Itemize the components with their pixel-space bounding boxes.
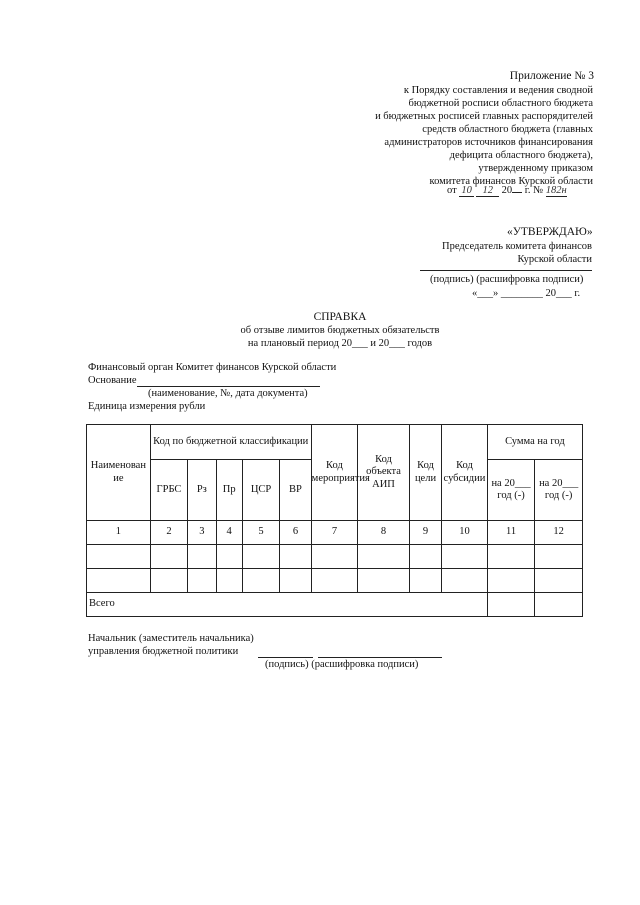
number-cell: 1 — [87, 521, 151, 545]
header-vr: ВР — [280, 460, 311, 521]
approval-signature-caption: (подпись) (расшифровка подписи) — [430, 274, 584, 285]
document-subtitle-2: на плановый период 20___ и 20___ годов — [247, 338, 433, 349]
basis-label: Основание — [88, 375, 137, 386]
limits-table — [86, 424, 583, 617]
table-row — [87, 545, 583, 569]
footer-name-line — [318, 657, 442, 658]
footer-caption: (подпись) (расшифровка подписи) — [265, 659, 419, 670]
header-aip-code: Код объекта АИП — [358, 425, 410, 521]
header-name: Наименован ие — [87, 425, 151, 521]
appendix-line: и бюджетных росписей главных распорядителей — [375, 111, 593, 122]
approval-date: «___» ________ 20___ г. — [472, 288, 581, 299]
appendix-line: бюджетной росписи областного бюджета — [408, 98, 593, 109]
approval-position-line1: Председатель комитета финансов — [442, 241, 592, 252]
number-cell: 9 — [409, 521, 441, 545]
number-cell: 6 — [280, 521, 311, 545]
appendix-line: к Порядку составления и ведения сводной — [403, 85, 593, 96]
footer-signature-line — [258, 657, 313, 658]
document-subtitle-1: об отзыве лимитов бюджетных обязательств — [240, 325, 440, 336]
number-cell: 7 — [311, 521, 358, 545]
header-subsidy-code: Код субсидии — [442, 425, 488, 521]
date-month: 12 — [476, 185, 499, 197]
appendix-text — [293, 84, 593, 188]
header-sum-year: Сумма на год — [487, 425, 582, 460]
appendix-line: администраторов источников финансирования — [384, 137, 593, 148]
financial-organ: Финансовый орган Комитет финансов Курской области — [88, 362, 337, 373]
date-prefix: от — [447, 185, 457, 196]
header-event-code: Код мероприятия — [311, 425, 358, 521]
number-row — [87, 521, 583, 545]
document-title: СПРАВКА — [313, 311, 367, 323]
unit-label: Единица измерения рубли — [88, 401, 206, 412]
date-number: 182н — [545, 185, 567, 196]
total-row — [87, 593, 583, 617]
number-cell: 8 — [358, 521, 410, 545]
header-goal-code: Код цели — [409, 425, 441, 521]
number-cell: 11 — [487, 521, 535, 545]
table-row — [87, 569, 583, 593]
number-cell: 10 — [442, 521, 488, 545]
number-cell: 3 — [188, 521, 216, 545]
number-cell: 2 — [150, 521, 187, 545]
header-year1: на 20___ год (-) — [487, 460, 535, 521]
approval-position-line2: Курской области — [517, 254, 592, 265]
appendix-line: средств областного бюджета (главных — [422, 124, 593, 135]
footer-line1: Начальник (заместитель начальника) — [88, 633, 254, 644]
date-day: 10 — [461, 185, 472, 196]
header-grbs: ГРБС — [150, 460, 187, 521]
header-rz: Рз — [188, 460, 216, 521]
appendix-title: Приложение № 3 — [509, 70, 594, 82]
appendix-line: утвержденному приказом — [478, 163, 593, 174]
date-year-prefix: 20 — [501, 185, 513, 196]
total-label: Всего — [87, 593, 488, 617]
basis-line — [137, 386, 320, 387]
appendix-date — [447, 185, 567, 196]
number-cell: 5 — [242, 521, 279, 545]
header-budget-code: Код по бюджетной классификации — [150, 425, 311, 460]
footer-line2: управления бюджетной политики — [88, 646, 239, 657]
footer-position — [88, 632, 254, 658]
date-year-suffix: г. № — [524, 185, 544, 196]
appendix-line: комитета финансов Курской области — [429, 176, 593, 187]
appendix-line: дефицита областного бюджета), — [449, 150, 593, 161]
approval-stamp: «УТВЕРЖДАЮ» — [507, 226, 593, 238]
header-pr: Пр — [216, 460, 242, 521]
basis-caption: (наименование, №, дата документа) — [148, 388, 308, 399]
number-cell: 4 — [216, 521, 242, 545]
header-year2: на 20___ год (-) — [535, 460, 583, 521]
approval-position — [442, 240, 592, 266]
approval-signature-line — [420, 270, 592, 271]
header-csr: ЦСР — [242, 460, 279, 521]
number-cell: 12 — [535, 521, 583, 545]
